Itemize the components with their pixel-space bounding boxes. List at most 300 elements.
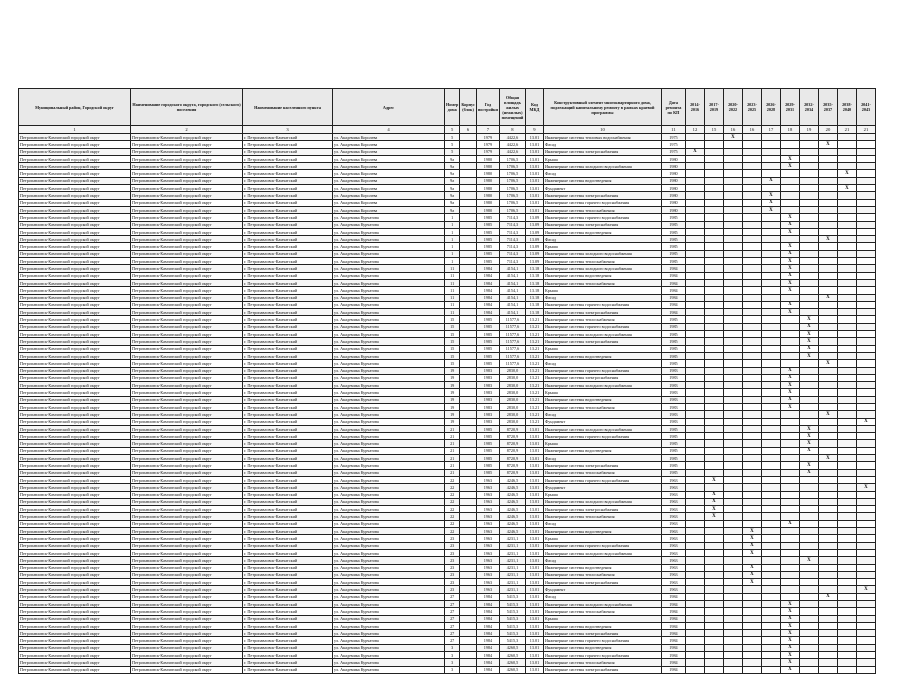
- period-mark-cell: [856, 535, 875, 542]
- table-cell: 13.21: [525, 403, 543, 410]
- table-cell: 1985: [476, 425, 499, 432]
- table-row: [19, 206, 876, 213]
- table-cell: 1: [445, 250, 460, 257]
- table-cell: 1963: [476, 491, 499, 498]
- table-row: [19, 630, 876, 637]
- table-cell: г. Петропавловск-Камчатский: [243, 615, 333, 622]
- period-mark-cell: [818, 258, 837, 265]
- period-mark-cell: [742, 469, 761, 476]
- period-mark-cell: [685, 622, 704, 629]
- table-cell: 22: [445, 498, 460, 505]
- period-mark-cell: [856, 258, 875, 265]
- table-cell: 1984: [661, 593, 685, 600]
- table-cell: ул. Академика Курчатова: [333, 374, 445, 381]
- table-cell: 1984: [476, 279, 499, 286]
- table-cell: Инженерные системы теплоснабжения: [543, 279, 661, 286]
- table-cell: 1985: [476, 338, 499, 345]
- table-cell: Петропавловск-Камчатский городской округ: [19, 323, 131, 330]
- table-row: [19, 258, 876, 265]
- period-mark-cell: [856, 352, 875, 359]
- table-cell: 21: [445, 462, 460, 469]
- period-mark-cell: [704, 579, 723, 586]
- table-cell: 1983: [661, 367, 685, 374]
- table-cell: 1985: [476, 440, 499, 447]
- period-mark-cell: [818, 484, 837, 491]
- table-cell: [460, 345, 477, 352]
- period-mark-cell: [685, 425, 704, 432]
- period-mark-cell: X: [742, 564, 761, 571]
- table-cell: г. Петропавловск-Камчатский: [243, 542, 333, 549]
- header-row: [19, 89, 876, 126]
- period-mark-cell: [742, 462, 761, 469]
- table-cell: 1963: [476, 513, 499, 520]
- period-mark-cell: [818, 206, 837, 213]
- table-cell: Инженерные системы электроснабжения: [543, 579, 661, 586]
- period-mark-cell: [704, 652, 723, 659]
- table-cell: 5415,3: [499, 593, 525, 600]
- table-row: [19, 557, 876, 564]
- period-mark-cell: [837, 382, 856, 389]
- period-mark-cell: [856, 469, 875, 476]
- table-cell: 27: [445, 622, 460, 629]
- period-mark-cell: [837, 608, 856, 615]
- table-cell: 23: [445, 586, 460, 593]
- period-mark-cell: [742, 192, 761, 199]
- period-mark-cell: [723, 367, 742, 374]
- table-cell: 1984: [661, 652, 685, 659]
- table-cell: Петропавловск-Камчатский городской округ: [19, 579, 131, 586]
- period-mark-cell: [856, 236, 875, 243]
- table-cell: 23: [445, 557, 460, 564]
- period-mark-cell: [761, 258, 780, 265]
- table-cell: [460, 630, 477, 637]
- table-cell: ул. Академика Курчатова: [333, 462, 445, 469]
- column-number: 21: [856, 126, 875, 134]
- table-cell: Крыша: [543, 535, 661, 542]
- table-cell: Петропавловск-Камчатский городской округ: [19, 309, 131, 316]
- table-cell: Фасад: [543, 411, 661, 418]
- table-cell: Петропавловск-Камчатский городской округ: [19, 644, 131, 651]
- period-mark-cell: [704, 622, 723, 629]
- period-mark-cell: [818, 338, 837, 345]
- table-cell: 5415,3: [499, 608, 525, 615]
- table-cell: [460, 498, 477, 505]
- table-cell: Петропавловск-Камчатский городской округ: [19, 148, 131, 155]
- table-cell: ул. Академика Курчатова: [333, 447, 445, 454]
- table-row: [19, 528, 876, 535]
- period-mark-cell: [742, 455, 761, 462]
- table-cell: Петропавловск-Камчатский городской округ: [131, 163, 243, 170]
- table-cell: Петропавловск-Камчатский городской округ: [131, 557, 243, 564]
- period-mark-cell: [799, 301, 818, 308]
- period-mark-cell: [799, 309, 818, 316]
- period-mark-cell: [818, 199, 837, 206]
- period-mark-cell: [704, 338, 723, 345]
- table-row: [19, 155, 876, 162]
- period-mark-cell: [780, 345, 799, 352]
- period-mark-cell: [685, 571, 704, 578]
- period-mark-cell: [856, 652, 875, 659]
- table-cell: Петропавловск-Камчатский городской округ: [131, 513, 243, 520]
- period-mark-cell: [837, 469, 856, 476]
- period-mark-cell: [799, 549, 818, 556]
- period-mark-cell: [761, 520, 780, 527]
- period-mark-cell: [799, 666, 818, 673]
- period-mark-cell: [837, 455, 856, 462]
- table-cell: 1985: [661, 345, 685, 352]
- table-cell: 22: [445, 506, 460, 513]
- period-mark-cell: [704, 331, 723, 338]
- table-cell: Петропавловск-Камчатский городской округ: [131, 367, 243, 374]
- table-cell: 4246,5: [499, 520, 525, 527]
- period-mark-cell: [704, 389, 723, 396]
- period-mark-cell: [799, 279, 818, 286]
- period-mark-cell: [761, 345, 780, 352]
- table-row: [19, 520, 876, 527]
- table-cell: 1984: [661, 272, 685, 279]
- table-cell: 1985: [661, 455, 685, 462]
- table-cell: [460, 258, 477, 265]
- period-mark-cell: [685, 258, 704, 265]
- table-cell: ул. Академика Курчатова: [333, 644, 445, 651]
- table-cell: ул. Академика Королева: [333, 148, 445, 155]
- table-cell: 1: [445, 243, 460, 250]
- table-cell: ул. Академика Курчатова: [333, 338, 445, 345]
- period-mark-cell: [799, 513, 818, 520]
- table-cell: 19: [445, 403, 460, 410]
- table-cell: г. Петропавловск-Камчатский: [243, 630, 333, 637]
- period-mark-cell: [856, 192, 875, 199]
- period-mark-cell: X: [780, 520, 799, 527]
- period-mark-cell: [742, 506, 761, 513]
- table-cell: Инженерные системы горячего водоснабжения: [543, 301, 661, 308]
- period-mark-cell: [704, 236, 723, 243]
- table-cell: [460, 323, 477, 330]
- table-cell: 5: [445, 148, 460, 155]
- column-header: 2041-2043: [856, 89, 875, 126]
- table-cell: Петропавловск-Камчатский городской округ: [19, 382, 131, 389]
- period-mark-cell: [761, 279, 780, 286]
- period-mark-cell: [818, 447, 837, 454]
- period-mark-cell: [799, 476, 818, 483]
- period-mark-cell: [704, 455, 723, 462]
- period-mark-cell: [704, 177, 723, 184]
- period-mark-cell: [837, 309, 856, 316]
- table-cell: 4246,5: [499, 506, 525, 513]
- table-cell: г. Петропавловск-Камчатский: [243, 316, 333, 323]
- period-mark-cell: [761, 316, 780, 323]
- period-mark-cell: [799, 177, 818, 184]
- period-mark-cell: [685, 214, 704, 221]
- table-cell: Петропавловск-Камчатский городской округ: [131, 309, 243, 316]
- column-number: 17: [761, 126, 780, 134]
- table-cell: г. Петропавловск-Камчатский: [243, 287, 333, 294]
- table-cell: 4246,5: [499, 491, 525, 498]
- period-mark-cell: [856, 542, 875, 549]
- table-cell: 22: [445, 491, 460, 498]
- period-mark-cell: [837, 652, 856, 659]
- table-cell: 1985: [476, 455, 499, 462]
- table-cell: 1985: [661, 338, 685, 345]
- table-cell: 23: [445, 579, 460, 586]
- table-cell: 7114,3: [499, 250, 525, 257]
- period-mark-cell: [799, 272, 818, 279]
- table-cell: 8720,9: [499, 425, 525, 432]
- table-cell: Петропавловск-Камчатский городской округ: [19, 155, 131, 162]
- period-mark-cell: [856, 177, 875, 184]
- period-mark-cell: [723, 579, 742, 586]
- period-mark-cell: [704, 323, 723, 330]
- table-cell: Петропавловск-Камчатский городской округ: [131, 236, 243, 243]
- period-mark-cell: [742, 491, 761, 498]
- period-mark-cell: [723, 557, 742, 564]
- table-cell: Петропавловск-Камчатский городской округ: [131, 265, 243, 272]
- table-cell: 1983: [476, 403, 499, 410]
- table-cell: 9а: [445, 177, 460, 184]
- period-mark-cell: [742, 389, 761, 396]
- period-mark-cell: [761, 418, 780, 425]
- table-cell: 1984: [661, 301, 685, 308]
- table-cell: 13.01: [525, 557, 543, 564]
- table-cell: 1963: [661, 571, 685, 578]
- period-mark-cell: [723, 571, 742, 578]
- table-cell: 1984: [661, 265, 685, 272]
- table-cell: [460, 338, 477, 345]
- table-cell: 11577,6: [499, 345, 525, 352]
- period-mark-cell: [856, 666, 875, 673]
- period-mark-cell: [799, 250, 818, 257]
- table-cell: г. Петропавловск-Камчатский: [243, 652, 333, 659]
- period-mark-cell: [761, 352, 780, 359]
- period-mark-cell: [685, 155, 704, 162]
- period-mark-cell: [761, 440, 780, 447]
- period-mark-cell: [704, 148, 723, 155]
- period-mark-cell: X: [742, 542, 761, 549]
- period-mark-cell: [818, 403, 837, 410]
- table-cell: Петропавловск-Камчатский городской округ: [19, 206, 131, 213]
- table-cell: Петропавловск-Камчатский городской округ: [131, 331, 243, 338]
- period-mark-cell: [818, 228, 837, 235]
- period-mark-cell: [818, 389, 837, 396]
- table-cell: Инженерные системы электроснабжения: [543, 309, 661, 316]
- period-mark-cell: [818, 513, 837, 520]
- table-cell: ул. Академика Курчатова: [333, 549, 445, 556]
- table-cell: 4260,5: [499, 652, 525, 659]
- period-mark-cell: [742, 608, 761, 615]
- period-mark-cell: [856, 316, 875, 323]
- period-mark-cell: [761, 382, 780, 389]
- table-cell: 4231,1: [499, 549, 525, 556]
- table-cell: Петропавловск-Камчатский городской округ: [19, 367, 131, 374]
- period-mark-cell: [704, 615, 723, 622]
- table-cell: 1963: [661, 549, 685, 556]
- period-mark-cell: X: [780, 221, 799, 228]
- table-cell: 13.01: [525, 163, 543, 170]
- table-cell: Петропавловск-Камчатский городской округ: [19, 258, 131, 265]
- period-mark-cell: [799, 228, 818, 235]
- period-mark-cell: [837, 301, 856, 308]
- period-mark-cell: [704, 593, 723, 600]
- table-cell: 4246,5: [499, 484, 525, 491]
- period-mark-cell: [742, 666, 761, 673]
- period-mark-cell: [723, 403, 742, 410]
- period-mark-cell: [742, 243, 761, 250]
- period-mark-cell: [685, 141, 704, 148]
- table-cell: ул. Академика Курчатова: [333, 622, 445, 629]
- table-cell: [460, 382, 477, 389]
- table-row: [19, 382, 876, 389]
- table-cell: ул. Академика Курчатова: [333, 411, 445, 418]
- table-cell: г. Петропавловск-Камчатский: [243, 528, 333, 535]
- table-cell: ул. Академика Королева: [333, 155, 445, 162]
- table-cell: 1985: [661, 352, 685, 359]
- period-mark-cell: [837, 462, 856, 469]
- table-cell: 1706,5: [499, 206, 525, 213]
- period-mark-cell: [799, 134, 818, 141]
- period-mark-cell: [780, 557, 799, 564]
- table-cell: 2830,0: [499, 382, 525, 389]
- table-cell: 19: [445, 389, 460, 396]
- period-mark-cell: [704, 630, 723, 637]
- table-cell: [460, 579, 477, 586]
- period-mark-cell: [723, 141, 742, 148]
- table-row: [19, 418, 876, 425]
- period-mark-cell: [685, 221, 704, 228]
- period-mark-cell: X: [780, 644, 799, 651]
- period-mark-cell: [856, 593, 875, 600]
- table-cell: 1975: [661, 148, 685, 155]
- period-mark-cell: [818, 177, 837, 184]
- period-mark-cell: [723, 192, 742, 199]
- period-mark-cell: X: [818, 294, 837, 301]
- period-mark-cell: [723, 309, 742, 316]
- table-cell: 1983: [476, 389, 499, 396]
- table-cell: 1963: [476, 476, 499, 483]
- table-cell: 1963: [661, 520, 685, 527]
- table-cell: 4422,6: [499, 141, 525, 148]
- period-mark-cell: [837, 425, 856, 432]
- period-mark-cell: [704, 403, 723, 410]
- table-cell: Инженерные системы теплоснабжения: [543, 258, 661, 265]
- period-mark-cell: [704, 418, 723, 425]
- table-cell: 8720,9: [499, 447, 525, 454]
- table-cell: 1985: [476, 250, 499, 257]
- table-cell: г. Петропавловск-Камчатский: [243, 236, 333, 243]
- table-cell: [460, 601, 477, 608]
- period-mark-cell: X: [780, 265, 799, 272]
- table-cell: Петропавловск-Камчатский городской округ: [19, 352, 131, 359]
- table-cell: Инженерные системы электроснабжения: [543, 148, 661, 155]
- period-mark-cell: [685, 535, 704, 542]
- period-mark-cell: [704, 462, 723, 469]
- table-cell: Фасад: [543, 236, 661, 243]
- period-mark-cell: [704, 528, 723, 535]
- table-cell: 11577,6: [499, 360, 525, 367]
- period-mark-cell: [818, 491, 837, 498]
- table-cell: Петропавловск-Камчатский городской округ: [131, 593, 243, 600]
- period-mark-cell: [837, 637, 856, 644]
- period-mark-cell: [723, 236, 742, 243]
- table-row: [19, 535, 876, 542]
- table-cell: 9а: [445, 192, 460, 199]
- table-cell: Инженерные системы тепловых водоснабжения: [543, 134, 661, 141]
- period-mark-cell: [742, 382, 761, 389]
- period-mark-cell: [856, 608, 875, 615]
- period-mark-cell: [723, 455, 742, 462]
- table-cell: 13.01: [525, 630, 543, 637]
- table-cell: 1980: [476, 177, 499, 184]
- period-mark-cell: [685, 433, 704, 440]
- period-mark-cell: X: [704, 506, 723, 513]
- table-cell: Петропавловск-Камчатский городской округ: [131, 214, 243, 221]
- period-mark-cell: [685, 287, 704, 294]
- table-cell: 13.01: [525, 644, 543, 651]
- table-cell: ул. Академика Курчатова: [333, 360, 445, 367]
- table-cell: ул. Академика Курчатова: [333, 272, 445, 279]
- table-cell: 1706,5: [499, 192, 525, 199]
- table-cell: 1984: [476, 265, 499, 272]
- table-cell: 7114,3: [499, 258, 525, 265]
- period-mark-cell: [818, 425, 837, 432]
- table-row: [19, 367, 876, 374]
- period-mark-cell: [685, 382, 704, 389]
- period-mark-cell: [761, 666, 780, 673]
- table-cell: г. Петропавловск-Камчатский: [243, 491, 333, 498]
- table-cell: 9а: [445, 170, 460, 177]
- period-mark-cell: [761, 484, 780, 491]
- period-mark-cell: [837, 360, 856, 367]
- table-cell: 13.09: [525, 258, 543, 265]
- table-cell: [460, 462, 477, 469]
- table-cell: [460, 425, 477, 432]
- table-cell: 11577,6: [499, 352, 525, 359]
- period-mark-cell: [856, 447, 875, 454]
- period-mark-cell: [799, 236, 818, 243]
- table-cell: Крыша: [543, 389, 661, 396]
- table-cell: 13.21: [525, 367, 543, 374]
- period-mark-cell: [761, 542, 780, 549]
- period-mark-cell: [856, 520, 875, 527]
- table-cell: Петропавловск-Камчатский городской округ: [19, 593, 131, 600]
- table-cell: Инженерные системы холодного водоснабжения: [543, 601, 661, 608]
- table-cell: Петропавловск-Камчатский городской округ: [19, 228, 131, 235]
- period-mark-cell: [818, 396, 837, 403]
- table-cell: [460, 228, 477, 235]
- table-cell: ул. Академика Курчатова: [333, 228, 445, 235]
- period-mark-cell: [856, 214, 875, 221]
- table-cell: [460, 535, 477, 542]
- table-cell: 1963: [661, 506, 685, 513]
- table-cell: 11: [445, 279, 460, 286]
- period-mark-cell: [799, 148, 818, 155]
- period-mark-cell: [685, 498, 704, 505]
- table-row: [19, 279, 876, 286]
- table-cell: г. Петропавловск-Камчатский: [243, 637, 333, 644]
- table-cell: 13.01: [525, 593, 543, 600]
- period-mark-cell: X: [761, 177, 780, 184]
- table-cell: 13.09: [525, 236, 543, 243]
- period-mark-cell: [856, 309, 875, 316]
- table-cell: Петропавловск-Камчатский городской округ: [131, 659, 243, 666]
- period-mark-cell: [837, 199, 856, 206]
- table-cell: 1963: [661, 564, 685, 571]
- table-cell: Петропавловск-Камчатский городской округ: [131, 134, 243, 141]
- period-mark-cell: [761, 469, 780, 476]
- period-mark-cell: [723, 615, 742, 622]
- period-mark-cell: [761, 637, 780, 644]
- table-cell: 1963: [476, 528, 499, 535]
- period-mark-cell: [837, 206, 856, 213]
